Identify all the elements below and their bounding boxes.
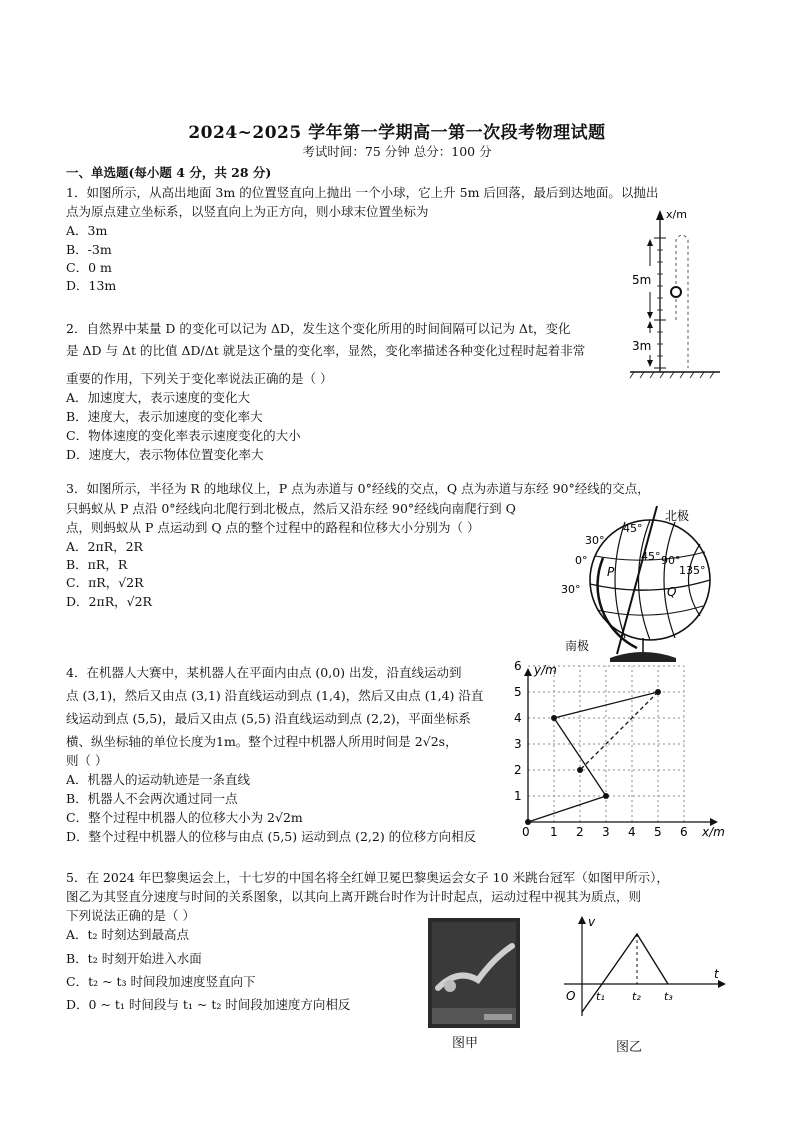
q4-option-c: C．整个过程中机器人的位移大小为 2√2m bbox=[66, 810, 303, 825]
q3-globe-figure bbox=[555, 498, 730, 668]
q4-option-b: B．机器人不会两次通过同一点 bbox=[66, 791, 238, 806]
q5-t3-label: t₃ bbox=[664, 990, 673, 1003]
q4-origin-label: 0 bbox=[522, 825, 530, 839]
q4-x-tick: 4 bbox=[628, 825, 636, 839]
q3-option-d: D．2πR，√2R bbox=[66, 594, 152, 609]
q5-origin-label: O bbox=[566, 989, 576, 1003]
q5-line: 5．在 2024 年巴黎奥运会上，十七岁的中国名将全红婵卫冕巴黎奥运会女子 10 米跳台冠军（如图甲所示）， bbox=[66, 870, 669, 885]
q2-line: 是 ΔD 与 Δt 的比值 ΔD/Δt 就是这个量的变化率，显然，变化率描述各种变化过程时起着非常 bbox=[66, 343, 586, 358]
q3-point-q: Q bbox=[667, 585, 677, 599]
q1-axis-label: x/m bbox=[666, 208, 687, 221]
q3-lat-label: 30° bbox=[561, 583, 581, 596]
q3-line: 点，则蚂蚁从 P 点运动到 Q 点的整个过程中的路程和位移大小分别为（ ） bbox=[66, 520, 480, 535]
q1-option-b: B．-3m bbox=[66, 242, 112, 257]
q5-t-label: t bbox=[714, 967, 719, 981]
q5-option-d: D．0 ~ t₁ 时间段与 t₁ ~ t₂ 时间段加速度方向相反 bbox=[66, 997, 351, 1012]
q4-x-tick: 1 bbox=[550, 825, 558, 839]
q4-x-label: x/m bbox=[702, 825, 725, 839]
q4-option-d: D．整个过程中机器人的位移与由点 (5,5) 运动到点 (2,2) 的位移方向相反 bbox=[66, 829, 477, 844]
q4-y-tick: 3 bbox=[514, 737, 522, 751]
q3-lon-label: 90° bbox=[661, 554, 681, 567]
q4-path-point bbox=[655, 689, 661, 695]
q4-y-tick: 5 bbox=[514, 685, 522, 699]
exam-info: 考试时间：75 分钟 总分：100 分 bbox=[302, 144, 492, 159]
q4-line: 线运动到点 (5,5)，最后又由点 (5,5) 沿直线运动到点 (2,2)，平面坐标系 bbox=[66, 711, 471, 726]
q4-x-tick: 3 bbox=[602, 825, 610, 839]
q3-lat-label: 30° bbox=[585, 534, 605, 547]
fig-b-caption: 图乙 bbox=[616, 1040, 643, 1055]
q5-line: 下列说法正确的是（ ） bbox=[66, 908, 195, 923]
q3-line: 只蚂蚁从 P 点沿 0°经线向北爬行到北极点，然后又沿东经 90°经线向南爬行到 Q bbox=[66, 501, 516, 516]
q1-down-label: 3m bbox=[632, 339, 652, 353]
q4-line: 点 (3,1)，然后又由点 (3,1) 沿直线运动到点 (1,4)，然后又由点 (1,4) 沿直 bbox=[66, 688, 484, 703]
q4-y-arrow-icon bbox=[524, 668, 532, 676]
q3-lat-label: 0° bbox=[575, 554, 588, 567]
q4-x-tick: 5 bbox=[654, 825, 662, 839]
q3-lon-label: 45° bbox=[641, 550, 661, 563]
fig-a-caption: 图甲 bbox=[452, 1036, 479, 1051]
page-title: 2024~2025 学年第一学期高一第一次段考物理试题 bbox=[188, 123, 606, 143]
q4-path-point bbox=[551, 715, 557, 721]
q1-ball-icon bbox=[671, 287, 681, 297]
q5-option-b: B．t₂ 时刻开始进入水面 bbox=[66, 951, 202, 966]
q1-up-label: 5m bbox=[632, 273, 652, 287]
q1-option-a: A．3m bbox=[66, 223, 108, 238]
q4-x-tick: 6 bbox=[680, 825, 688, 839]
q3-south-label: 南极 bbox=[565, 639, 590, 653]
q4-y-label: y/m bbox=[534, 663, 557, 677]
q5-diver-photo bbox=[428, 918, 520, 1028]
q3-lon-label: 135° bbox=[679, 564, 706, 577]
q4-path-point bbox=[577, 767, 583, 773]
q1-line: 1．如图所示，从高出地面 3m 的位置竖直向上抛出 一个小球，它上升 5m 后回落，最后到达地面。以抛出 bbox=[66, 185, 659, 200]
q5-t1-label: t₁ bbox=[596, 990, 605, 1003]
q5-v-arrow-icon bbox=[578, 916, 586, 924]
q3-option-a: A．2πR，2R bbox=[66, 539, 143, 554]
q1-option-c: C．0 m bbox=[66, 260, 112, 275]
q4-line: 则（ ） bbox=[66, 753, 108, 768]
q1-trajectory bbox=[676, 235, 688, 368]
q4-path-segment bbox=[554, 718, 606, 796]
q4-y-tick: 6 bbox=[514, 660, 522, 673]
q5-line: 图乙为其竖直分速度与时间的关系图象，以其向上离开跳台时作为计时起点，运动过程中视其为质点，则 bbox=[66, 889, 642, 904]
q4-line: 横、纵坐标轴的单位长度为1m。整个过程中机器人所用时间是 2√2s， bbox=[66, 734, 458, 749]
q5-option-a: A．t₂ 时刻达到最高点 bbox=[66, 927, 190, 942]
q2-option-d: D．速度大，表示物体位置变化率大 bbox=[66, 447, 264, 462]
q2-line: 重要的作用，下列关于变化率说法正确的是（ ） bbox=[66, 371, 333, 386]
section-heading: 一、单选题(每小题 4 分，共 28 分) bbox=[66, 165, 272, 180]
q5-t2-label: t₂ bbox=[632, 990, 641, 1003]
q3-option-c: C．πR，√2R bbox=[66, 575, 144, 590]
q4-y-tick: 2 bbox=[514, 763, 522, 777]
q4-x-tick: 2 bbox=[576, 825, 584, 839]
q4-path-segment bbox=[580, 692, 658, 770]
q5-v-label: v bbox=[588, 915, 596, 929]
q2-option-c: C．物体速度的变化率表示速度变化的大小 bbox=[66, 428, 301, 443]
q4-path-point bbox=[603, 793, 609, 799]
q5-option-c: C．t₂ ~ t₃ 时间段加速度竖直向下 bbox=[66, 974, 256, 989]
q4-path-point bbox=[525, 819, 531, 825]
q1-line: 点为原点建立坐标系，以竖直向上为正方向，则小球末位置坐标为 bbox=[66, 204, 429, 219]
q2-line: 2．自然界中某量 D 的变化可以记为 ΔD，发生这个变化所用的时间间隔可以记为 Δt，变化 bbox=[66, 321, 571, 336]
q5-t-arrow-icon bbox=[718, 980, 726, 988]
q4-y-tick: 4 bbox=[514, 711, 522, 725]
q4-y-tick: 1 bbox=[514, 789, 522, 803]
q4-line: 4．在机器人大赛中，某机器人在平面内由点 (0,0) 出发，沿直线运动到 bbox=[66, 665, 462, 680]
q2-option-a: A．加速度大，表示速度的变化大 bbox=[66, 390, 251, 405]
q3-option-b: B．πR，R bbox=[66, 557, 128, 572]
q3-lon-label: 45° bbox=[623, 522, 643, 535]
q4-path-segment bbox=[528, 796, 606, 822]
q3-line: 3．如图所示，半径为 R 的地球仪上，P 点为赤道与 0°经线的交点，Q 点为赤道与东经 90°经线的交点， bbox=[66, 481, 650, 496]
q5-vt-graph bbox=[560, 912, 730, 1022]
q3-equator bbox=[590, 580, 710, 590]
q2-option-b: B．速度大，表示加速度的变化率大 bbox=[66, 409, 263, 424]
q1-figure bbox=[620, 200, 730, 382]
q5-velocity-line bbox=[582, 934, 668, 1012]
q4-option-a: A．机器人的运动轨迹是一条直线 bbox=[66, 772, 251, 787]
q4-coordinate-figure bbox=[508, 660, 730, 840]
q3-point-p: P bbox=[607, 565, 615, 579]
q3-north-label: 北极 bbox=[665, 509, 690, 523]
q1-axis-arrow-icon bbox=[656, 210, 664, 220]
q1-option-d: D．13m bbox=[66, 278, 117, 293]
